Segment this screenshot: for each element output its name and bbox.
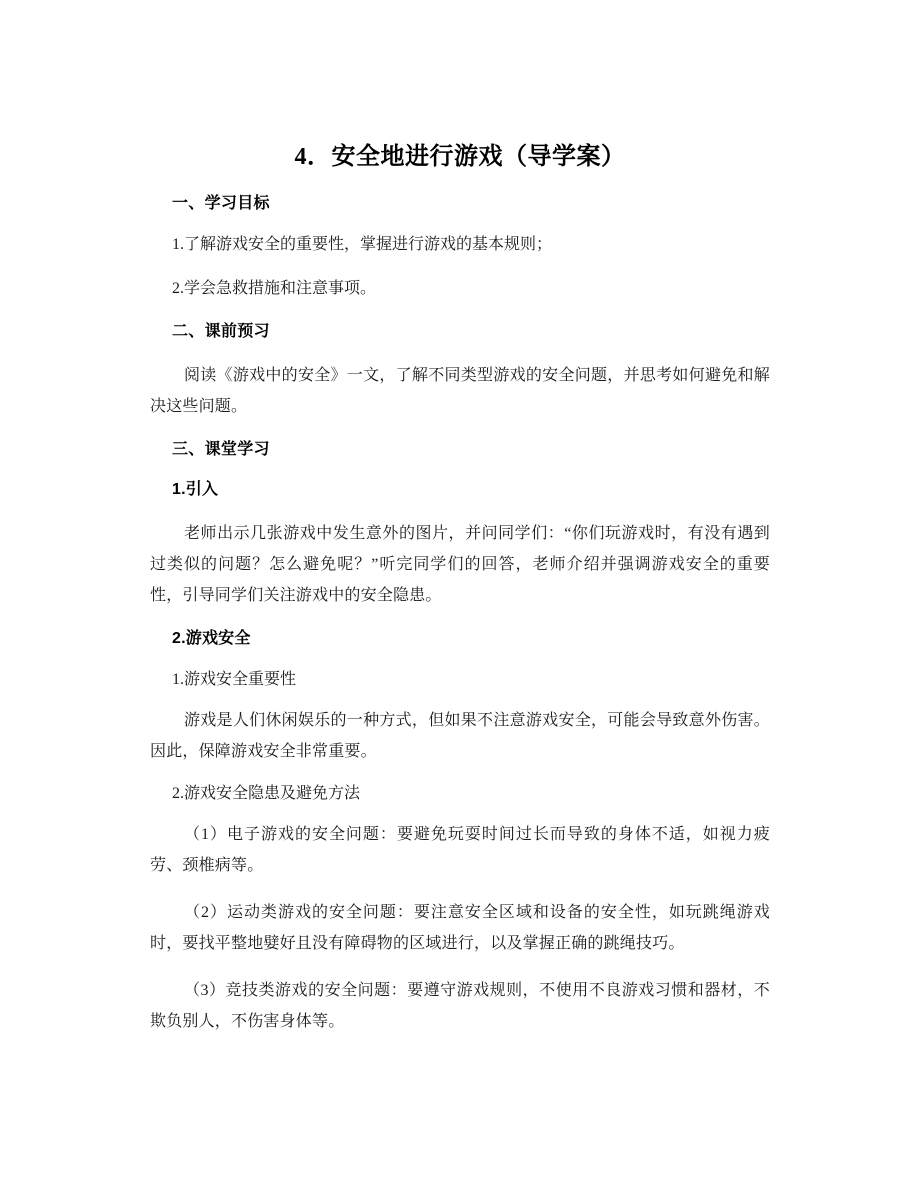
topic-title-safety-importance: 1.游戏安全重要性 [172,671,297,688]
topic-title-hazards-and-prevention: 2.游戏安全隐患及避免方法 [172,785,361,802]
hazard-point-electronic-games: （1）电子游戏的安全问题：要避免玩耍时间过长而导致的身体不适，如视力疲劳、颈椎病等。 [150,826,770,874]
topic-body-safety-importance: 游戏是人们休闲娱乐的一种方式，但如果不注意游戏安全，可能会导致意外伤害。因此，保障游戏安全非常重要。 [150,712,770,760]
subsection-heading-introduction: 1.引入 [172,481,219,498]
learning-objective-item-1: 1.了解游戏安全的重要性，掌握进行游戏的基本规则； [172,236,553,253]
introduction-paragraph: 老师出示几张游戏中发生意外的图片，并问同学们：“你们玩游戏时，有没有遇到过类似的问题？怎么避免呢？”听完同学们的回答，老师介绍并强调游戏安全的重要性，引导同学们关注游戏中的安全隐患。 [150,525,770,604]
hazard-point-competitive-games: （3）竞技类游戏的安全问题：要遵守游戏规则，不使用不良游戏习惯和器材，不欺负别人，不伤害身体等。 [150,982,770,1030]
page-title: 4．安全地进行游戏（导学案） [294,144,626,170]
section-heading-classroom-study: 三、课堂学习 [172,441,270,458]
section-heading-learning-objectives: 一、学习目标 [172,195,270,212]
learning-objective-item-2: 2.学会急救措施和注意事项。 [172,280,377,297]
section-heading-preview: 二、课前预习 [172,323,270,340]
preview-paragraph: 阅读《游戏中的安全》一文，了解不同类型游戏的安全问题，并思考如何避免和解决这些问题。 [150,367,770,415]
subsection-heading-game-safety: 2.游戏安全 [172,630,251,647]
document-content [150,140,770,1053]
hazard-point-sports-games: （2）运动类游戏的安全问题：要注意安全区域和设备的安全性，如玩跳绳游戏时，要找平整地嬖好且没有障碍物的区域进行，以及掌握正确的跳绳技巧。 [150,904,770,952]
